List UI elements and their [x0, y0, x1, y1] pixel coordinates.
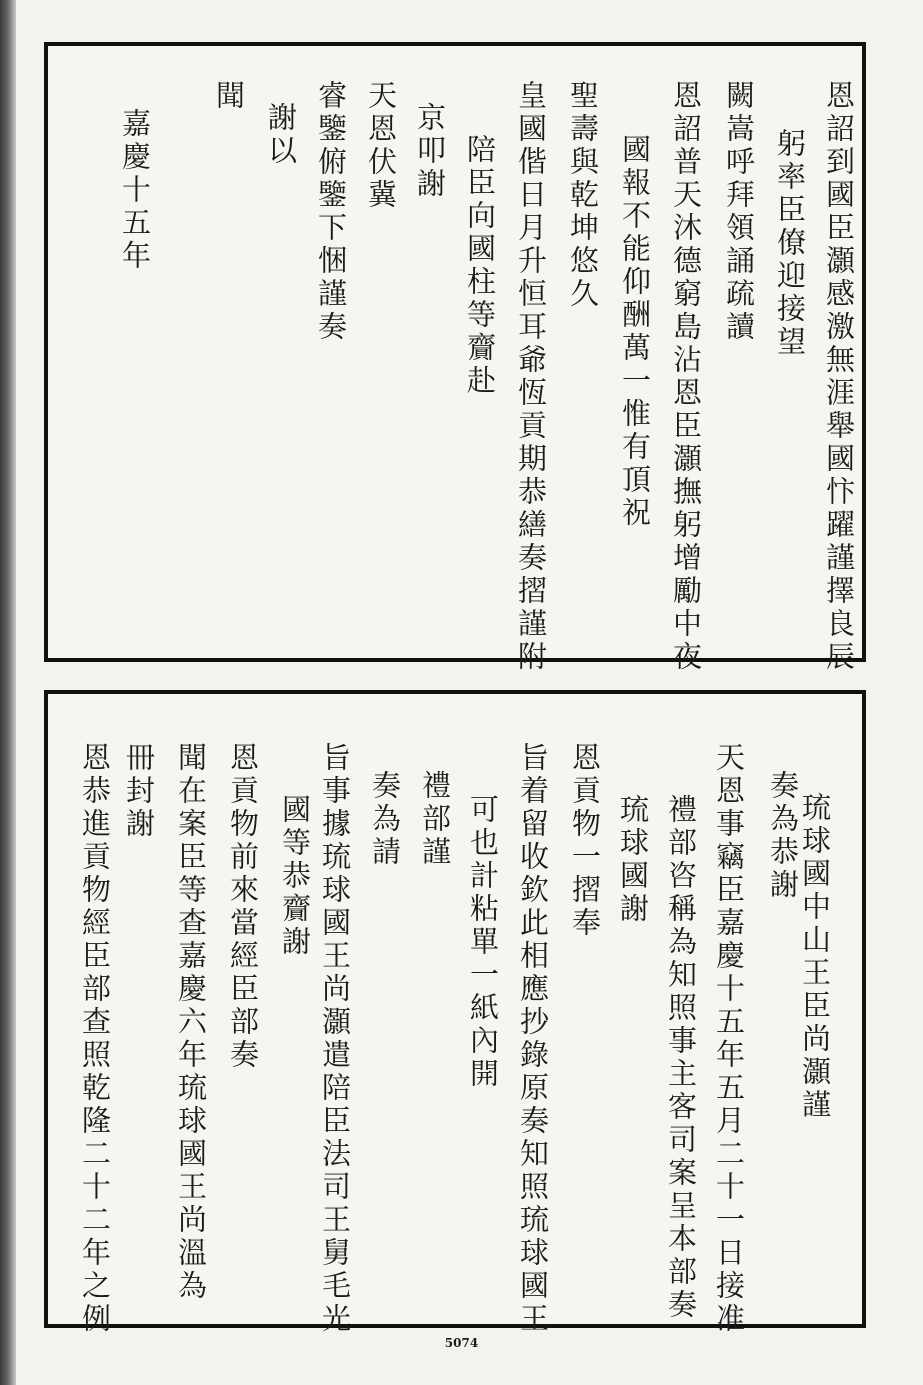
text-column: 天恩事竊臣嘉慶十五年五月二十一日接准: [712, 742, 746, 1336]
text-column: 睿鑒俯鑒下悃謹奏: [314, 80, 348, 344]
text-column: 皇國偕日月升恒耳爺恆貢期恭繕奏摺謹附: [514, 80, 548, 674]
text-column: 恩詔到國臣灝感激無涯舉國忭躍謹擇良辰: [822, 80, 856, 674]
text-column: 謝以: [264, 102, 298, 168]
text-column: 恩詔普天沐德窮島沾恩臣灝撫躬增勵中夜: [669, 80, 703, 674]
text-column: 旨事據琉球國王尚灝遣陪臣法司王舅毛光: [318, 742, 352, 1336]
bottom-document-panel: [44, 690, 866, 1336]
text-column: 可也計粘單一紙內開: [466, 794, 500, 1091]
text-column: 琉球國中山王臣尚灝謹: [798, 792, 832, 1122]
text-column: 恩貢物一摺奉: [568, 742, 602, 940]
text-column: 禮部咨稱為知照事主客司案呈本部奏: [664, 794, 698, 1322]
text-column: 京叩謝: [413, 102, 447, 201]
text-column: 琉球國謝: [616, 794, 650, 926]
text-column: 冊封謝: [122, 742, 156, 841]
book-binding-edge: [0, 0, 16, 1385]
text-column: 旨着留收欽此相應抄錄原奏知照琉球國王: [516, 742, 550, 1336]
page-number: 5074: [444, 1336, 479, 1350]
text-column: 嘉慶十五年: [118, 108, 152, 273]
text-column: 恩貢物前來當經臣部奏: [226, 742, 260, 1072]
text-column: 躬率臣僚迎接望: [773, 128, 807, 359]
text-column: 奏為請: [368, 770, 402, 869]
text-column: 聖壽與乾坤悠久: [566, 80, 600, 311]
text-column: 聞: [212, 80, 246, 113]
text-column: 陪臣向國柱等齎赴: [463, 134, 497, 398]
text-column: 聞在案臣等查嘉慶六年琉球國王尚溫為: [174, 742, 208, 1303]
text-column: 恩恭進貢物經臣部查照乾隆二十二年之例: [78, 742, 112, 1336]
text-column: 國報不能仰酬萬一惟有頂祝: [618, 134, 652, 530]
text-column: 闕嵩呼拜領誦疏讀: [722, 80, 756, 344]
text-column: 天恩伏冀: [364, 80, 398, 212]
text-column: 禮部謹: [418, 770, 452, 869]
text-column: 奏為恭謝: [766, 770, 800, 902]
top-document-panel: [44, 42, 866, 674]
text-column: 國等恭齎謝: [278, 794, 312, 959]
